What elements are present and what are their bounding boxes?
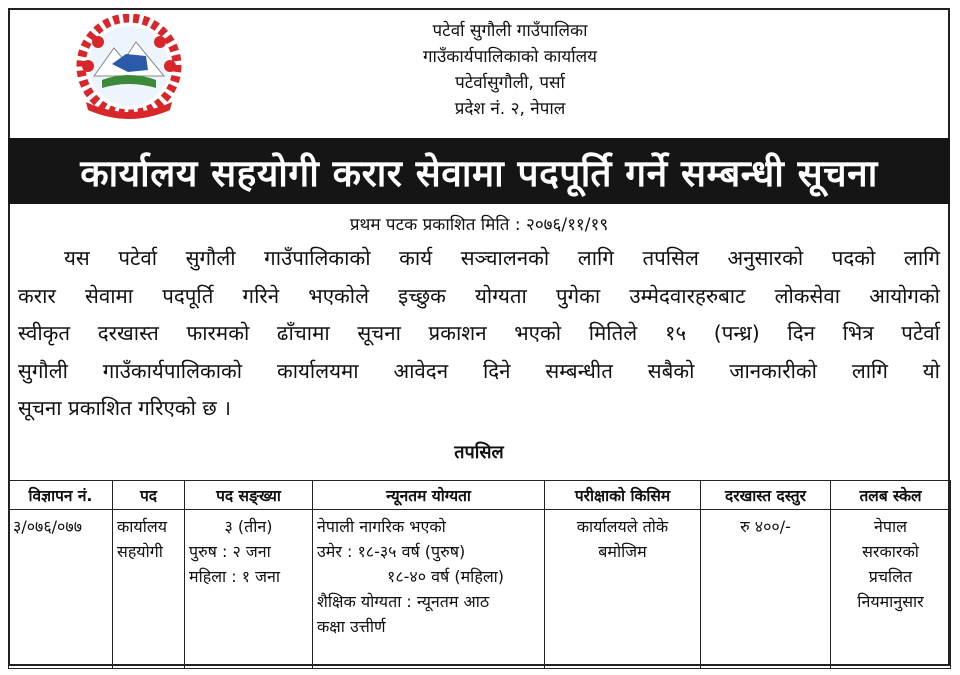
col-ad-no: विज्ञापन नं. [9, 481, 113, 510]
office-header [250, 18, 770, 122]
notice-body [18, 240, 940, 428]
body-line: सूचना प्रकाशित गरिएको छ । [18, 396, 232, 420]
body-line: सुगौली गाउँकार्यपालिकाको कार्यालयमा आवेदन दिने सम्बन्धीत सबैको जानकारीको लागि यो [18, 358, 940, 383]
table-header-row [9, 481, 951, 510]
cell-count: ३ (तीन) पुरुष : २ जना महिला : १ जना [185, 510, 313, 669]
municipality-name: पटेर्वा सुगौली गाउँपालिका [432, 21, 588, 41]
cell-qualification: नेपाली नागरिक भएको उमेर : १८-३५ वर्ष (पुरुष) १८-४० वर्ष (महिला) शैक्षिक योग्यता : न्यूनतम आठ कक्षा उत्तीर्ण [313, 510, 545, 669]
notice-title: कार्यालय सहयोगी करार सेवामा पदपूर्ति गर्ने सम्बन्धी सूचना [80, 151, 878, 195]
nepal-emblem-logo [66, 14, 192, 122]
province-country: प्रदेश नं. २, नेपाल [454, 99, 566, 119]
cell-exam-type: कार्यालयले तोके बमोजिम [545, 510, 701, 669]
col-count: पद सङ्ख्या [185, 481, 313, 510]
body-line: यस पटेर्वा सुगौली गाउँपालिकाको कार्य सञ्चालनको लागि तपसिल अनुसारको पदको लागि [64, 246, 940, 270]
col-salary: तलब स्केल [831, 481, 951, 510]
cell-fee: रु ४००/- [701, 510, 831, 669]
cell-ad-no: ३/०७६/०७७ [9, 510, 113, 669]
col-fee: दरखास्त दस्तुर [701, 481, 831, 510]
vacancy-table [8, 480, 951, 669]
details-heading: तपसिल [454, 442, 504, 463]
cell-salary: नेपाल सरकारको प्रचलित नियमानुसार [831, 510, 951, 669]
office-name: गाउँकार्यपालिकाको कार्यालय [422, 47, 598, 67]
body-line: स्वीकृत दरखास्त फारमको ढाँचामा सूचना प्रकाशन भएको मितिले १५ (पन्ध्र) दिन भित्र पटेर्वा [18, 321, 940, 345]
col-exam-type: परीक्षाको किसिम [545, 481, 701, 510]
cell-post: कार्यालय सहयोगी [113, 510, 185, 669]
col-qualification: न्यूनतम योग्यता [313, 481, 545, 510]
col-post: पद [113, 481, 185, 510]
publication-date: प्रथम पटक प्रकाशित मिति : २०७६/११/१९ [349, 215, 609, 235]
body-line: करार सेवामा पदपूर्ति गरिने भएकोले इच्छुक योग्यता पुगेका उम्मेदवारहरुबाट लोकसेवा आयोगको [18, 283, 940, 308]
office-address: पटेर्वासुगौली, पर्सा [455, 73, 565, 93]
notice-title-banner [8, 138, 950, 204]
table-row [9, 510, 951, 669]
